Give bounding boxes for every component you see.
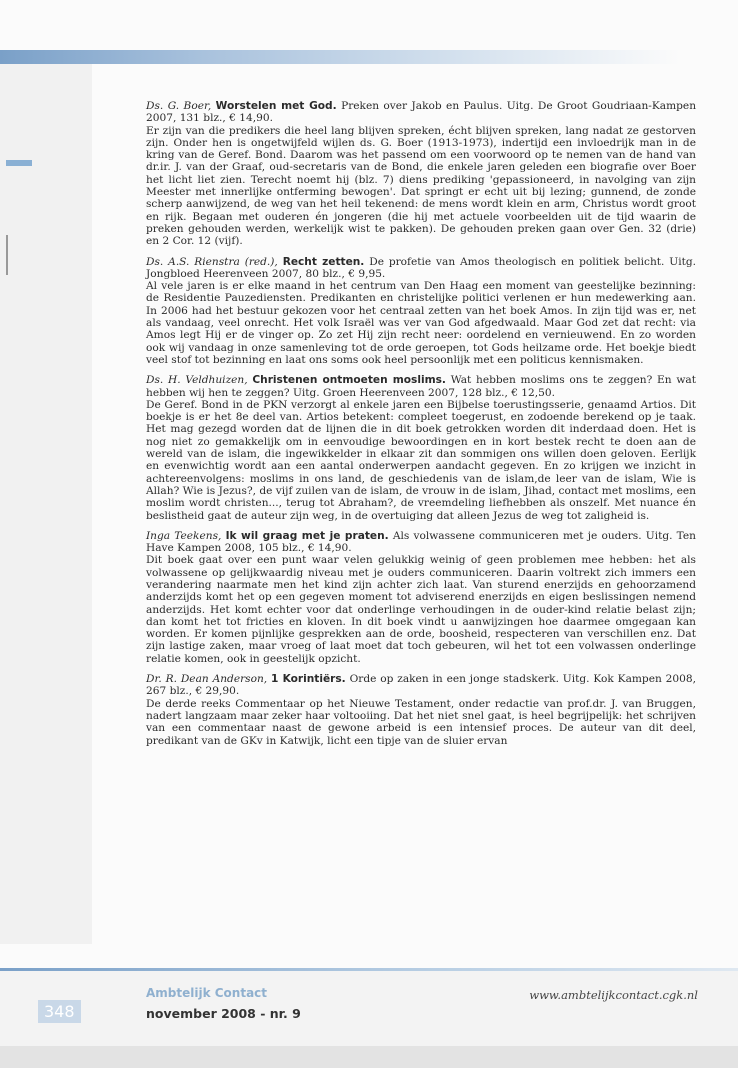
book-citation xyxy=(146,673,696,698)
margin-rule xyxy=(6,235,8,275)
book-details: Orde op zaken in een jonge stadskerk. Uitg. Kok Kampen 2008, 267 blz., € 29,90. xyxy=(146,673,696,698)
issue-label: november 2008 - nr. 9 xyxy=(146,1006,301,1021)
book-title: Worstelen met God. xyxy=(215,100,337,112)
book-author: Ds. A.S. Rienstra (red.), xyxy=(146,255,278,268)
journal-name: Ambtelijk Contact xyxy=(146,986,268,1000)
book-author: Dr. R. Dean Anderson, xyxy=(146,673,268,686)
review-entry xyxy=(146,374,696,522)
book-details: Preken over Jakob en Paulus. Uitg. De Groot Goudriaan-Kampen 2007, 131 blz., € 14,90. xyxy=(146,100,697,125)
review-entry xyxy=(146,100,696,248)
review-entry xyxy=(146,673,696,747)
review-entry xyxy=(146,530,696,665)
book-citation xyxy=(146,100,696,125)
header-accent-bar xyxy=(0,50,680,64)
book-citation xyxy=(146,530,696,555)
review-text: De Geref. Bond in de PKN verzorgt al enkele jaren een Bijbelse toerustingsserie, genaamd Artios. Dit boekje is er het 8e deel van. Artios betekent: compleet toegerust, en zodoende berekend op je taak. Het mag gezegd worden dat de lijnen die in dit boek getrokken worden dit inderdaad doen. Het is nog niet zo gemakkelijk om in eenvoudige bewoordingen en in kort bestek recht te doen aan de wereld van de islam, die ingewikkelder in elkaar zit dan sommigen ons willen doen geloven. Eerlijk en evenwichtig wordt aan een aantal onderwerpen aandacht gegeven. En zo krijgen we inzicht in achtereenvolgens: moslims in ons land, de geschiedenis van de islam,de leer van de islam, Wie is Allah? Wie is Jezus?, de vijf zuilen van de islam, de vrouw in de islam, Jihad, contact met moslims, een moslim wordt christen..., terug tot Abraham?, de vreemdeling liefhebben als onszelf. Met nuance én beslistheid gaat de auteur zijn weg, in de overtuiging dat alleen Jezus de weg tot zaligheid is. xyxy=(146,398,696,522)
book-author: Inga Teekens, xyxy=(146,529,222,542)
book-author: Ds. G. Boer, xyxy=(146,100,212,112)
book-title: Ik wil graag met je praten. xyxy=(225,529,389,542)
review-entry xyxy=(146,256,696,367)
page-number: 348 xyxy=(38,1000,81,1023)
book-details: Wat hebben moslims ons te zeggen? En wat hebben wij hen te zeggen? Uitg. Groen Heerenveen 2007, 128 blz., € 12,50. xyxy=(146,374,696,399)
book-details: De profetie van Amos theologisch en politiek belicht. Uitg. Jongbloed Heerenveen 2007, 80 blz., € 9,95. xyxy=(146,255,697,280)
review-column xyxy=(146,100,696,755)
book-details: Als volwassene communiceren met je ouders. Uitg. Ten Have Kampen 2008, 105 blz., € 14,90. xyxy=(146,529,696,555)
review-text: De derde reeks Commentaar op het Nieuwe Testament, onder redactie van prof.dr. J. van Bruggen, nadert langzaam maar zeker haar voltooiing. Dat het niet snel gaat, is heel begrijpelijk: het schrijven van een commentaar naast de gewone arbeid is een intensief proces. De auteur van dit deel, predikant van de GKv in Katwijk, licht een tipje van de sluier ervan xyxy=(146,697,696,747)
review-text: Dit boek gaat over een punt waar velen gelukkig weinig of geen problemen mee hebben: het als volwassene op gelijkwaardig niveau met je ouders communiceren. Daarin voltrekt zich immers een verandering naarmate men het kind zijn achter zich laat. Van sturend enerzijds en gehoorzamend anderzijds komt het op een gegeven moment tot adviserend enerzijds en eigen beslissingen nemend anderzijds. Het komt echter voor dat onderlinge verhoudingen in de ouder-kind relatie belast zijn; dan komt het tot fricties en kloven. In dit boek vindt u aanwijzingen hoe daarmee omgegaan kan worden. Er komen pijnlijke gesprekken aan de orde, boosheid, respecteren van verschillen enz. Dat zijn lastige zaken, maar vroeg of laat moet dat toch gebeuren, wil het tot een volwassen onderlinge relatie komen, ook in geestelijk opzicht. xyxy=(146,554,696,665)
review-text: Al vele jaren is er elke maand in het centrum van Den Haag een moment van geestelijke bezinning: de Residentie Pauzediensten. Predikanten en christelijke politici verlenen er hun medewerking aan. In 2006 had het bestuur gekozen voor het centraal zetten van het boek Amos. In zijn tijd was er, net als vandaag, veel onrecht. Het volk Israël was ver van God afgedwaald. Maar God zet dat recht: via Amos legt Hij er de vinger op. Zo zet Hij zijn recht neer: oordelend en vernieuwend. En zo worden ook wij vandaag in onze samenleving tot de orde geroepen, tot Gods heilzame orde. Het boekje biedt veel stof tot bezinning en laat ons soms ook heel persoonlijk met een politicus kennismaken. xyxy=(146,280,696,366)
review-text: Er zijn van die predikers die heel lang blijven spreken, écht blijven spreken, lang nadat ze gestorven zijn. Onder hen is ongetwijfeld wijlen ds. G. Boer (1913-1973), indertijd een invloedrijk man in de kring van de Geref. Bond. Daarom was het passend om een voorwoord op te nemen van de hand van dr.ir. J. van der Graaf, oud-secretaris van de Bond, die enkele jaren geleden een biografie over Boer het licht liet zien. Terecht noemt hij (blz. 7) diens prediking 'gepassioneerd, in navolging van zijn Meester met innerlijke ontferming bewogen'. Dat springt er echt uit bij lezing; gunnend, de zonde scherp aanwijzend, de weg van het heil tekenend: de mens wordt klein en arm, Christus wordt groot en rijk. Begaan met ouderen én jongeren (die hij met actuele voorbeelden uit de tijd waarin de preken gehouden werden, werkelijk wist te pakken). De gehouden preken gaan over Gen. 32 (drie) en 2 Cor. 12 (vijf). xyxy=(146,124,696,248)
book-title: Recht zetten. xyxy=(282,255,365,268)
page-bottom-edge xyxy=(0,1046,738,1068)
book-citation xyxy=(146,374,696,399)
book-citation xyxy=(146,256,696,281)
website-url: www.ambtelijkcontact.cgk.nl xyxy=(529,988,698,1002)
margin-marker xyxy=(6,160,32,166)
left-margin-band xyxy=(0,64,92,944)
footer-band xyxy=(0,971,738,1046)
book-author: Ds. H. Veldhuizen, xyxy=(146,374,248,387)
book-title: 1 Korintiërs. xyxy=(271,673,346,686)
book-title: Christenen ontmoeten moslims. xyxy=(252,374,446,387)
